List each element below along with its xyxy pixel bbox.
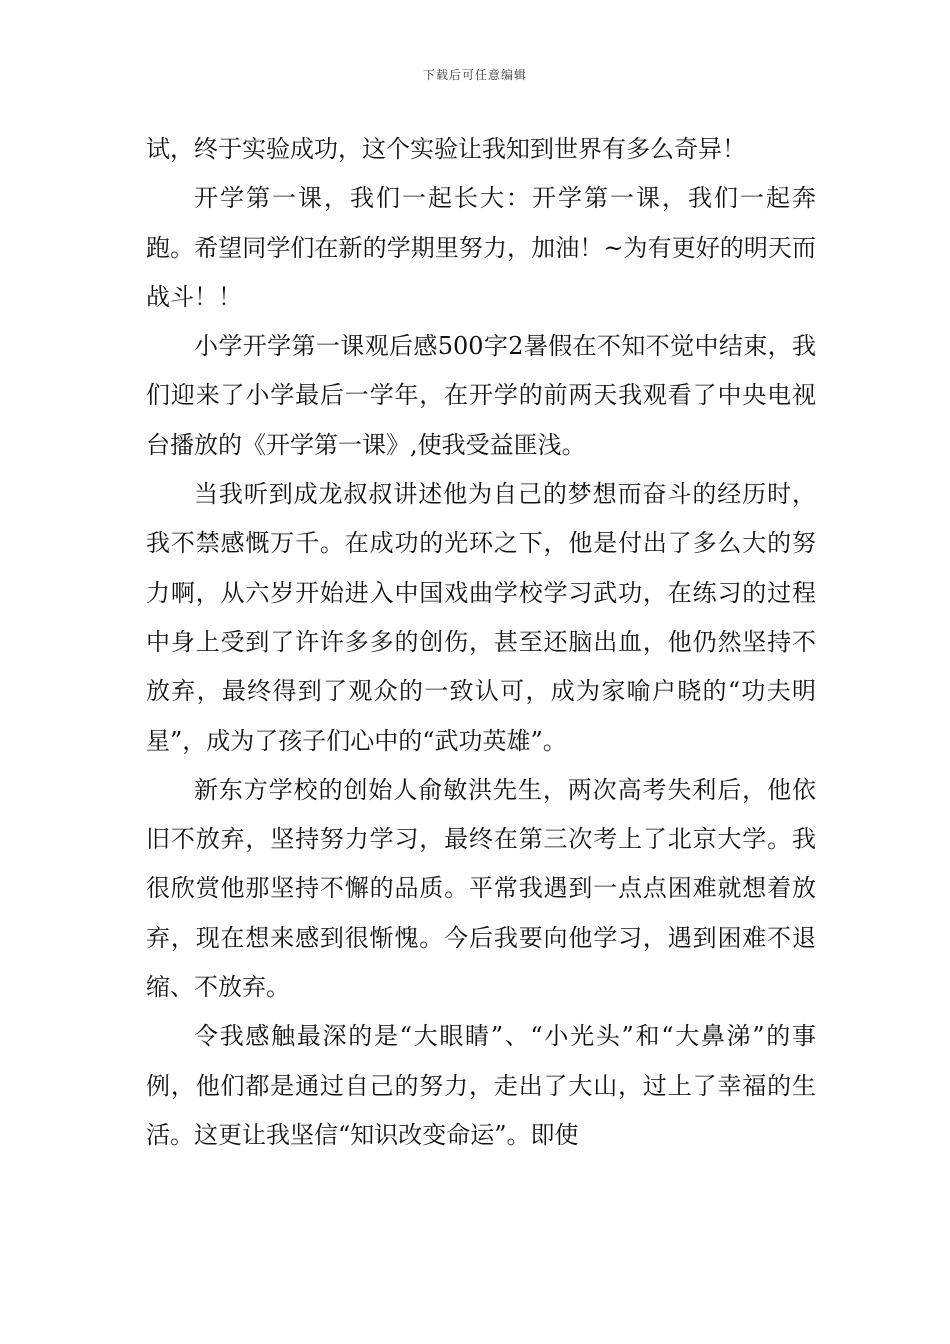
paragraph: 令我感触最深的是“大眼睛”、“小光头”和“大鼻涕”的事例，他们都是通过自己的努力，走出了大山，过上了幸福的生活。这更让我坚信“知识改变命运”。即使 [146, 1022, 816, 1149]
page-header: 下载后可任意编辑 [422, 68, 527, 82]
paragraph: 试，终于实验成功，这个实验让我知到世界有多么奇异！ [146, 135, 746, 163]
paragraph: 当我听到成龙叔叔讲述他为自己的梦想而奋斗的经历时，我不禁感慨万千。在成功的光环之下，他是付出了多么大的努力啊，从六岁开始进入中国戏曲学校学习武功，在练习的过程中身上受到了许许多多的创伤，甚至还脑出血，他仍然坚持不放弃，最终得到了观众的一致认可，成为家喻户晓的“功夫明星”，成为了孩子们心中的“武功英雄”。 [146, 480, 816, 755]
paragraph: 开学第一课，我们一起长大：开学第一课，我们一起奔跑。希望同学们在新的学期里努力，加油！~为有更好的明天而战斗！！ [146, 184, 816, 311]
paragraph: 小学开学第一课观后感500字2暑假在不知不觉中结束，我们迎来了小学最后一学年，在开学的前两天我观看了中央电视台播放的《开学第一课》,使我受益匪浅。 [146, 332, 816, 459]
paragraph: 新东方学校的创始人俞敏洪先生，两次高考失利后，他依旧不放弃，坚持努力学习，最终在第三次考上了北京大学。我很欣赏他那坚持不懈的品质。平常我遇到一点点困难就想着放弃，现在想来感到很惭愧。今后我要向他学习，遇到困难不退缩、不放弃。 [146, 775, 816, 1002]
document-body [146, 125, 816, 1160]
